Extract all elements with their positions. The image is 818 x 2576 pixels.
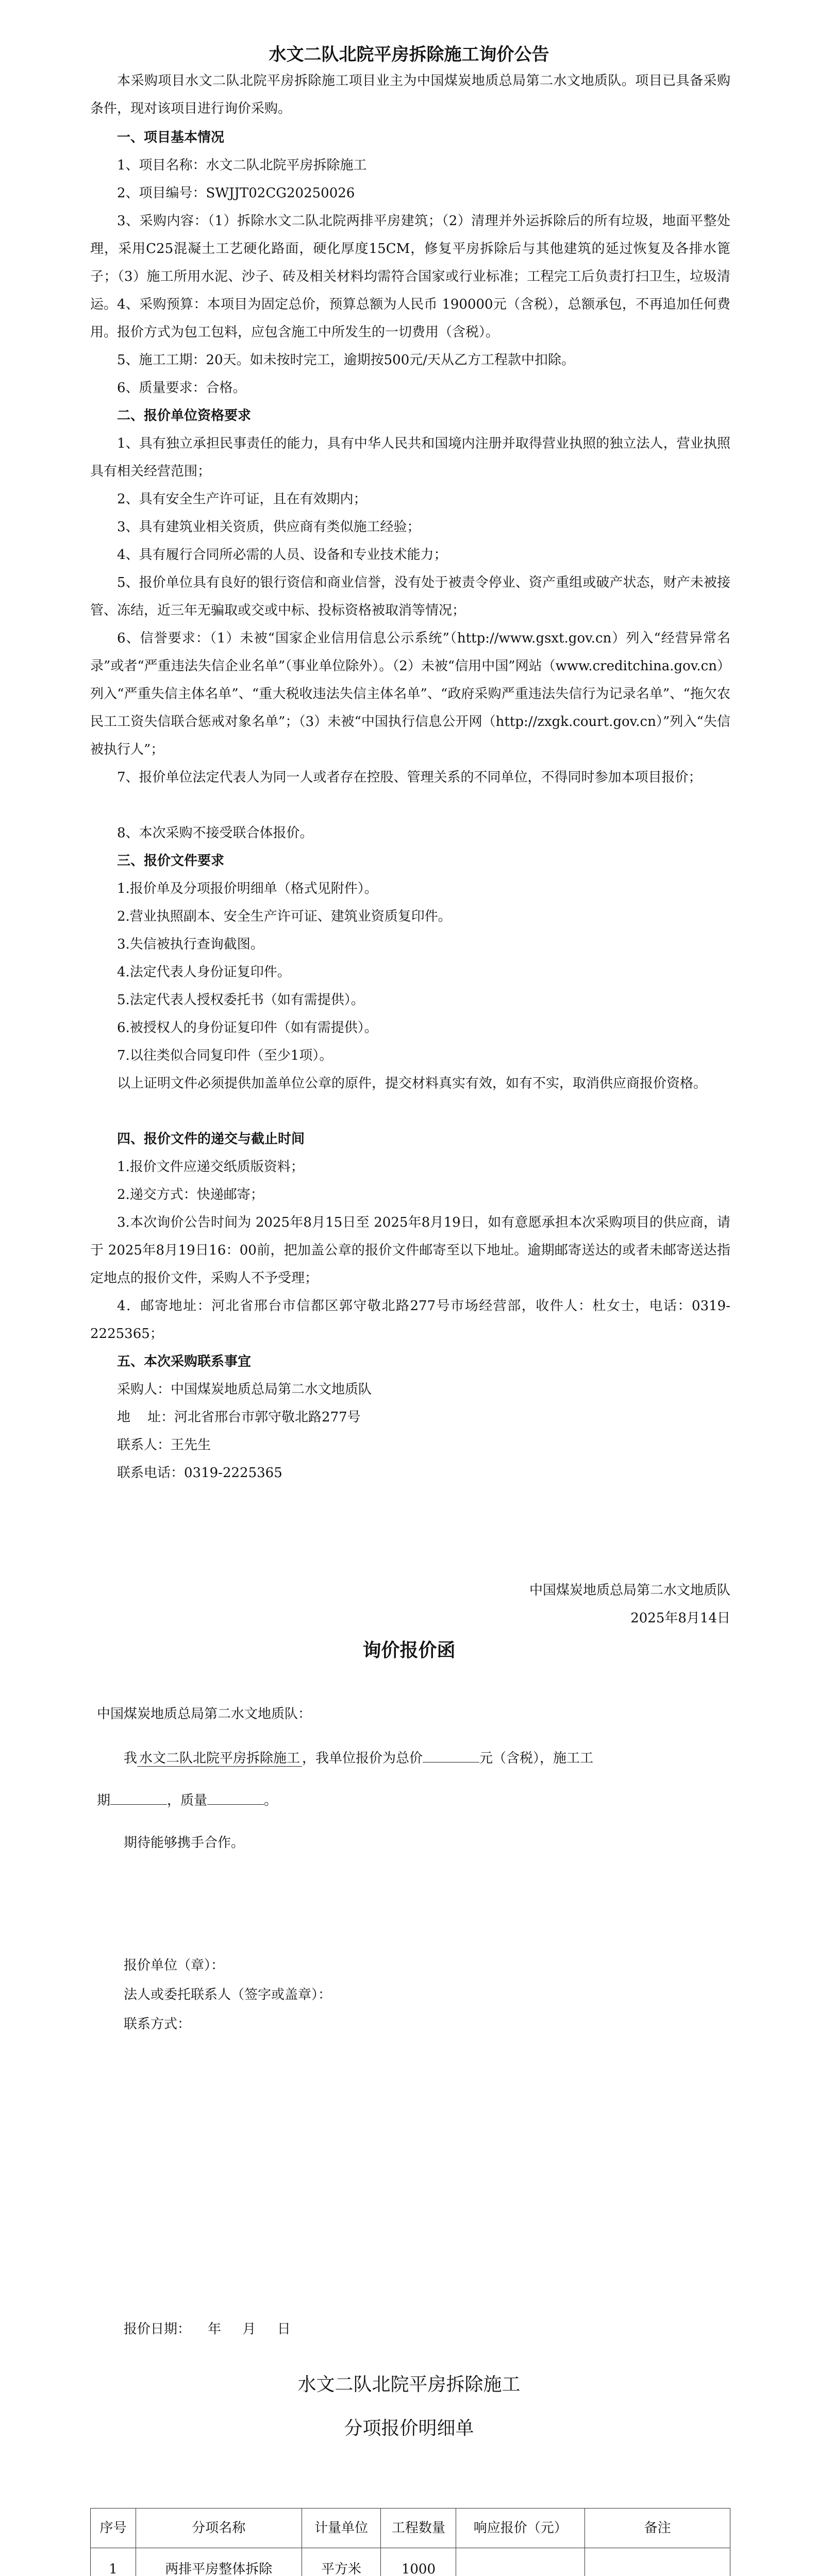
submission-2: 2.递交方式：快递邮寄； — [117, 1187, 264, 1202]
header-cell: 备注 — [585, 2509, 730, 2548]
construction-period-blank[interactable] — [110, 1789, 167, 1805]
file-req-3: 3.失信被执行查询截图。 — [117, 937, 264, 952]
notice-signature-date: 2025年8月14日 — [630, 1611, 730, 1626]
letter-offer-line-2 — [97, 1787, 731, 1815]
procurement-content-item: 3、采购内容：（1）拆除水文二队北院两排平房建筑；（2）清理并外运拆除后的所有垃圾，地面平整处理，采用C25混凝土工艺硬化路面，硬化厚度15CM，修复平房拆除后与其他建筑的延过恢复及各排水篦子；（3）施工所用水泥、沙子、砖及相关材料均需符合国家或行业标准；工程完工后负责打扫卫生，垃圾清运。 — [90, 213, 730, 312]
letter-offer-line-1 — [124, 1744, 732, 1772]
contact-buyer: 采购人：中国煤炭地质总局第二水文地质队 — [117, 1382, 372, 1397]
submission-1: 1.报价文件应递交纸质版资料； — [117, 1159, 304, 1175]
cell-item: 两排平房整体拆除 — [136, 2548, 302, 2576]
letter-closing: 期待能够携手合作。 — [124, 1835, 245, 1851]
letter-date: 报价日期： 年 月 日 — [124, 2321, 291, 2337]
contact-phone: 联系电话：0319-2225365 — [117, 1465, 282, 1481]
qualification-8: 8、本次采购不接受联合体报价。 — [117, 825, 313, 841]
price-detail-table — [90, 2508, 730, 2576]
letter-text-d: 期 — [97, 1793, 111, 1808]
file-req-1: 1.报价单及分项报价明细单（格式见附件）。 — [117, 881, 378, 896]
construction-period-item: 5、施工工期：20天。如未按时完工，逾期按500元/天从乙方工程款中扣除。 — [117, 352, 575, 368]
section-1-heading: 一、项目基本情况 — [117, 130, 225, 145]
letter-legal-rep: 法人或委托联系人（签字或盖章）： — [124, 1987, 332, 2003]
cell-unit: 平方米 — [302, 2548, 381, 2576]
section-5-heading: 五、本次采购联系事宜 — [117, 1354, 252, 1369]
section-2-heading: 二、报价单位资格要求 — [117, 408, 252, 423]
submission-3: 3.本次询价公告时间为 2025年8月15日至 2025年8月19日，如有意愿承担本次采购项目的供应商，请于 2025年8月19日16：00前，把加盖公章的报价文件邮寄至以下地址。逾期邮寄送达的或者未邮寄送达指定地点的报价文件，采购人不予受理； — [90, 1215, 730, 1286]
qualification-6: 6、信誉要求：（1）未被“国家企业信用信息公示系统”（http://www.gsxt.gov.cn）列入“经营异常名录”或者“严重违法失信企业名单”（事业单位除外）。（2）未被“信用中国”网站（www.creditchina.gov.cn）列入“严重失信主体名单”、“重大税收违法失信主体名单”、“政府采购严重违法失信行为记录名单”、“拖欠农民工工资失信联合惩戒对象名单”；（3）未被“中国执行信息公开网（http://zxgk.court.gov.cn）”列入“失信被执行人”； — [90, 631, 730, 757]
notice-signature-org: 中国煤炭地质总局第二水文地质队 — [529, 1583, 730, 1598]
quality-blank[interactable] — [207, 1789, 264, 1805]
notice-intro: 本采购项目水文二队北院平房拆除施工项目业主为中国煤炭地质总局第二水文地质队。项目已具备采购条件，现对该项目进行询价采购。 — [90, 73, 730, 116]
letter-addressee: 中国煤炭地质总局第二水文地质队： — [97, 1706, 312, 1722]
section-4-heading: 四、报价文件的递交与截止时间 — [117, 1131, 305, 1147]
notice-title: 水文二队北院平房拆除施工询价公告 — [269, 44, 549, 65]
cell-price-input[interactable] — [456, 2548, 585, 2576]
letter-title: 询价报价函 — [362, 1639, 456, 1661]
header-cell: 序号 — [91, 2509, 136, 2548]
qualification-1: 1、具有独立承担民事责任的能力，具有中华人民共和国境内注册并取得营业执照的独立法人，营业执照具有相关经营范围； — [90, 436, 730, 479]
qualification-2: 2、具有安全生产许可证，且在有效期内； — [117, 492, 367, 507]
letter-text-c: 元（含税），施工工 — [479, 1751, 594, 1766]
project-name-item: 1、项目名称：水文二队北院平房拆除施工 — [117, 158, 367, 173]
file-req-5: 5.法定代表人授权委托书（如有需提供）。 — [117, 992, 364, 1008]
header-cell: 计量单位 — [302, 2509, 381, 2548]
file-req-4: 4.法定代表人身份证复印件。 — [117, 964, 291, 980]
letter-text-b: ，我单位报价为总价 — [302, 1751, 423, 1766]
total-price-blank[interactable] — [423, 1747, 479, 1762]
letter-project-name: 水文二队北院平房拆除施工 — [137, 1751, 302, 1767]
submission-4: 4．邮寄地址：河北省邢台市信都区郭守敬北路277号市场经营部，收件人：杜女士，电话：0319-2225365； — [90, 1298, 730, 1342]
project-number-item: 2、项目编号：SWJJT02CG20250026 — [117, 185, 355, 201]
section-3-heading: 三、报价文件要求 — [117, 853, 225, 869]
qualification-3: 3、具有建筑业相关资质，供应商有类似施工经验； — [117, 519, 421, 535]
budget-item: 4、采购预算：本项目为固定总价，预算总额为人民币 190000元（含税），总额承包，不再追加任何费用。报价方式为包工包料，应包含施工中所发生的一切费用（含税）。 — [90, 297, 730, 340]
cell-index: 1 — [91, 2548, 136, 2576]
contact-person: 联系人：王先生 — [117, 1437, 211, 1453]
table-row — [91, 2548, 730, 2576]
qualification-5: 5、报价单位具有良好的银行资信和商业信誉，没有处于被责令停业、资产重组或破产状态，财产未被接管、冻结，近三年无骗取或交或中标、投标资格被取消等情况； — [90, 575, 730, 618]
detail-title-2: 分项报价明细单 — [344, 2418, 474, 2439]
table-header-row — [91, 2509, 730, 2548]
letter-contact: 联系方式： — [124, 2016, 191, 2032]
file-req-2: 2.营业执照副本、安全生产许可证、建筑业资质复印件。 — [117, 909, 452, 924]
header-cell: 响应报价（元） — [456, 2509, 585, 2548]
qualification-4: 4、具有履行合同所必需的人员、设备和专业技术能力； — [117, 547, 447, 563]
file-req-7: 7.以往类似合同复印件（至少1项）。 — [117, 1048, 333, 1063]
letter-text-f: 。 — [264, 1793, 278, 1808]
contact-address: 地 址：河北省邢台市郭守敬北路277号 — [117, 1410, 361, 1425]
letter-text-a: 我 — [124, 1751, 138, 1766]
quality-item: 6、质量要求：合格。 — [117, 380, 246, 396]
cell-quantity: 1000 — [381, 2548, 456, 2576]
letter-text-e: ，质量 — [167, 1793, 208, 1808]
letter-unit: 报价单位（章）： — [124, 1958, 225, 1973]
header-cell: 分项名称 — [136, 2509, 302, 2548]
header-cell: 工程数量 — [381, 2509, 456, 2548]
file-req-6: 6.被授权人的身份证复印件（如有需提供）。 — [117, 1020, 378, 1036]
cell-remark — [585, 2548, 730, 2576]
file-req-note: 以上证明文件必须提供加盖单位公章的原件，提交材料真实有效，如有不实，取消供应商报价资格。 — [117, 1076, 707, 1091]
qualification-7: 7、报价单位法定代表人为同一人或者存在控股、管理关系的不同单位，不得同时参加本项目报价； — [117, 770, 702, 785]
detail-title-1: 水文二队北院平房拆除施工 — [297, 2374, 521, 2395]
